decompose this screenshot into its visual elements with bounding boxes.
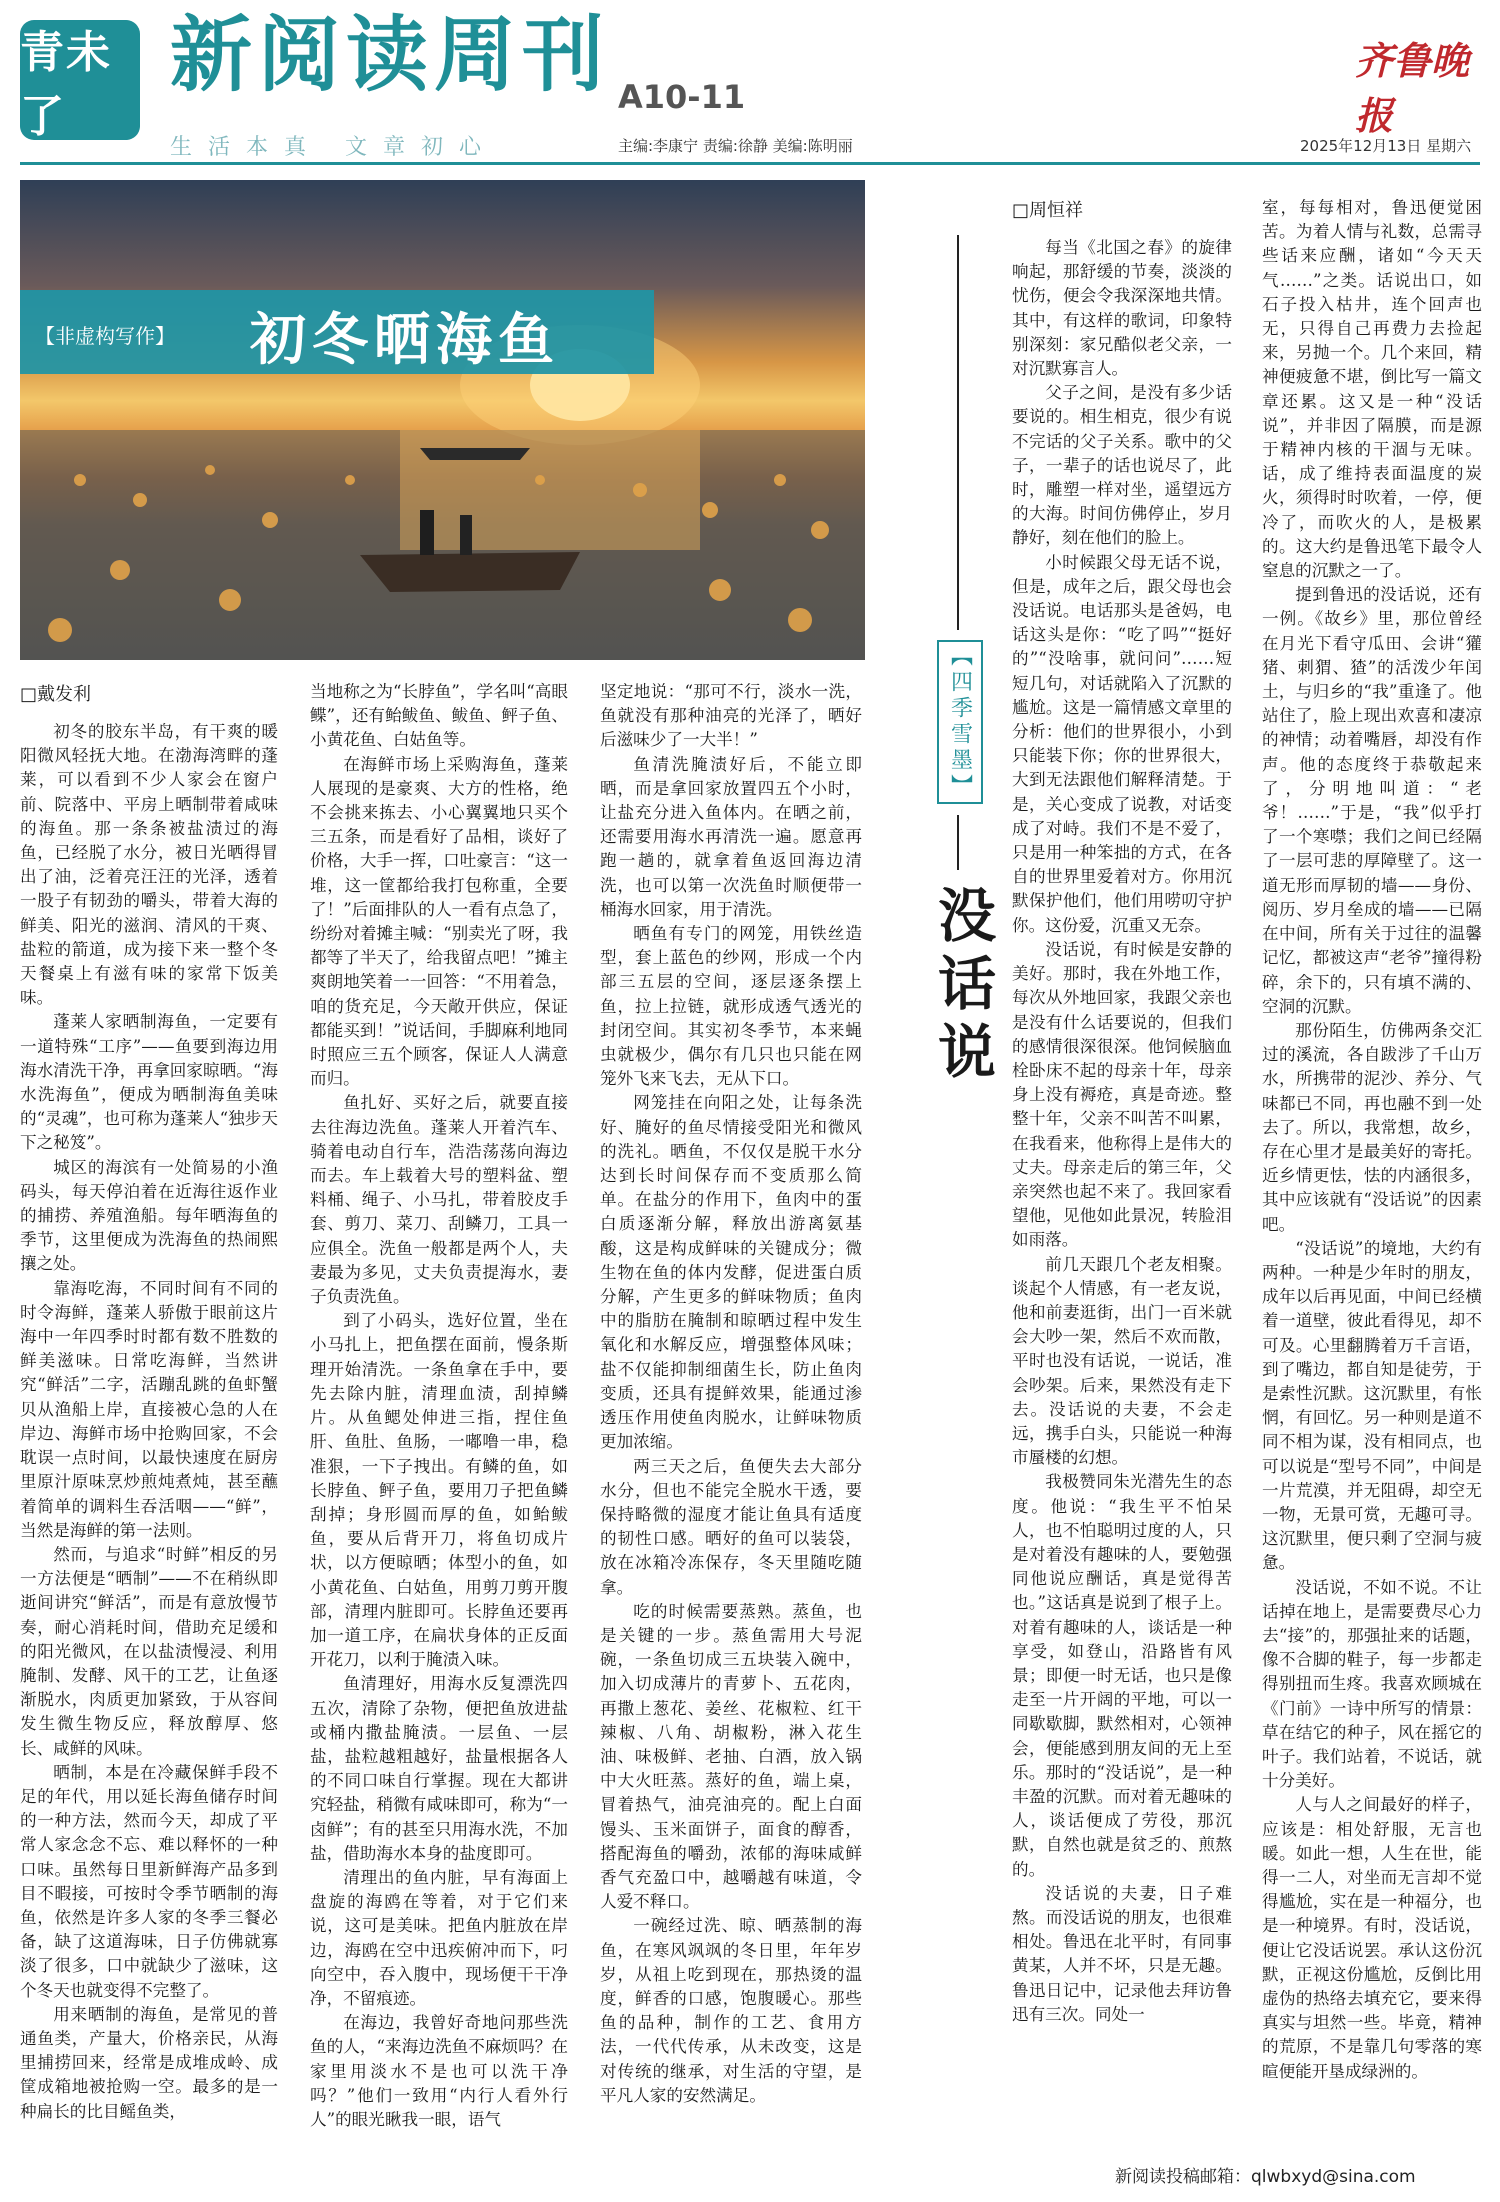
paragraph: 室，每每相对，鲁迅便觉困苦。为着人情与礼数，总需寻些话来应酬，诸如“今天天气……”之类。话说出口，如石子投入枯井，连个回声也无，只得自己再费力去捡起来，另抛一个。几个来回，精神便疲惫不堪，倒比写一篇文章还累。这又是一种“没话说”，并非因了隔膜，而是源于精神内核的干涸与无味。话，成了维持表面温度的炭火，须得时时吹着，一停，便冷了，而吹火的人，是极累的。这大约是鲁迅笔下最令人窒息的沉默之一了。	[1262, 198, 1482, 581]
masthead-divider	[20, 162, 1480, 165]
submission-email: 新阅读投稿邮箱：qlwbxyd@sina.com	[1115, 2167, 1416, 2187]
column-tag: 【四季雪墨】	[937, 640, 983, 804]
paragraph: 吃的时候需要蒸熟。蒸鱼，也是关键的一步。蒸鱼需用大号泥碗，一条鱼切成三五块装入碗中，加入切成薄片的青萝卜、五花肉，再撒上葱花、姜丝、花椒粒、红干辣椒、八角、胡椒粉，淋入花生油、味极鲜、老抽、白酒，放入锅中大火旺蒸。蒸好的鱼，端上桌，冒着热气，油亮油亮的。配上白面馒头、玉米面饼子，面食的醇香，搭配海鱼的嚼劲，浓郁的海味咸鲜香气充盈口中，越嚼越有味道，令人爱不释口。	[600, 1601, 862, 1912]
paragraph: 靠海吃海，不同时间有不同的时令海鲜，蓬莱人骄傲于眼前这片海中一年四季时时都有数不胜数的鲜美滋味。日常吃海鲜，当然讲究“鲜活”二字，活蹦乱跳的鱼虾蟹贝从渔船上岸，直接被心急的人在岸边、海鲜市场中抢购回家，不会耽误一点时间，以最快速度在厨房里原汁原味烹炒煎炖煮炖，甚至蘸着简单的调料生吞活咽——“鲜”，当然是海鲜的第一法则。	[20, 1278, 278, 1540]
masthead-slogan: 生活本真 文章初心	[170, 135, 497, 160]
article-headline: 初冬晒海鱼	[250, 307, 560, 373]
paragraph: 城区的海滨有一处简易的小渔码头，每天停泊着在近海往返作业的捕捞、养殖渔船。每年晒海鱼的季节，这里便成为洗海鱼的热闹熙攘之处。	[20, 1157, 278, 1274]
paragraph: 蓬莱人家晒制海鱼，一定要有一道特殊“工序”——鱼要到海边用海水清洗干净，再拿回家晾晒。“海水洗海鱼”，便成为晒制海鱼美味的“灵魂”，也可称为蓬莱人“独步天下之秘笈”。	[20, 1012, 278, 1153]
paragraph: 没话说，不如不说。不让话掉在地上，是需要费尽心力去“接”的，那强扯来的话题，像不合脚的鞋子，每一步都走得别扭而生疼。我喜欢顾城在《门前》一诗中所写的情景：草在结它的种子，风在摇它的叶子。我们站着，不说话，就十分美好。	[1262, 1577, 1482, 1791]
article2-byline: □周恒祥	[1012, 200, 1084, 221]
article1-byline: □戴发利	[20, 684, 92, 705]
article1-column-1	[20, 720, 278, 2185]
paragraph: 没话说，有时候是安静的美好。那时，我在外地工作，每次从外地回家，我跟父亲也是没有什么话要说的，但我们的感情很深很深。他饲候脑血栓卧床不起的母亲十年，母亲身上没有褥疮，真是奇迹。整整十年，父亲不叫苦不叫累，在我看来，他称得上是伟大的丈夫。母亲走后的第三年，父亲突然也起不来了。我回家看望他，见他如此景况，转脸泪如雨落。	[1012, 939, 1232, 1250]
editor-credits: 主编:李康宁 责编:徐静 美编:陈明丽	[618, 137, 853, 155]
paragraph: 两三天之后，鱼便失去大部分水分，但也不能完全脱水干透，要保持略微的湿度才能让鱼具有适度的韧性口感。晒好的鱼可以装袋，放在冰箱冷冻保存，冬天里随吃随拿。	[600, 1456, 862, 1597]
paragraph: 初冬的胶东半岛，有干爽的暖阳微风轻抚大地。在渤海湾畔的蓬莱，可以看到不少人家会在窗户前、院落中、平房上晒制带着咸味的海鱼。那一条条被盐渍过的海鱼，已经脱了水分，被日光晒得冒出了油，泛着亮汪汪的光泽，透着一股子有韧劲的嚼头，带着大海的鲜美、阳光的滋润、清风的干爽、盐粒的箭道，成为接下来一整个冬天餐桌上有滋有味的家常下饭美味。	[20, 722, 278, 1008]
newspaper-brand: 齐鲁晚报	[1355, 38, 1470, 138]
article1-column-2	[310, 680, 568, 2185]
paragraph: 鱼扎好、买好之后，就要直接去往海边洗鱼。蓬莱人开着汽车、骑着电动自行车，浩浩荡荡向海边而去。车上载着大号的塑料盆、塑料桶、绳子、小马扎，带着胶皮手套、剪刀、菜刀、刮鳞刀，工具一应俱全。洗鱼一般都是两个人，夫妻最为多见，丈夫负责提海水，妻子负责洗鱼。	[310, 1093, 568, 1307]
paragraph: 坚定地说：“那可不行，淡水一洗，鱼就没有那种油亮的光泽了，晒好后滋味少了一大半！”	[600, 682, 862, 750]
paragraph: 晒鱼有专门的网笼，用铁丝造型，套上蓝色的纱网，形成一个内部三五层的空间，逐层逐条摆上鱼，拉上拉链，就形成透气透光的封闭空间。其实初冬季节，本来蝇虫就极少，偶尔有几只也只能在网笼外飞来飞去，无从下口。	[600, 924, 862, 1089]
brand-logo: 青未了	[20, 20, 140, 140]
paragraph: 前几天跟几个老友相聚。谈起个人情感，有一老友说，他和前妻逛街，出门一百米就会大吵一架，然后不欢而散，平时也没有话说，一说话，准会吵架。后来，果然没有走下去。没话说的夫妻，不会走远，携手白头，只能说一种海市蜃楼的幻想。	[1012, 1254, 1232, 1468]
page-edition: A10-11	[618, 78, 746, 116]
paragraph: 人与人之间最好的样子，应该是：相处舒服，无言也暖。如此一想，人生在世，能得一二人，对坐而无言却不觉得尴尬，实在是一种福分，也是一种境界。有时，没话说，便让它没话说罢。承认这份沉默，正视这份尴尬，反倒比用虚伪的热络去填充它，要来得真实与坦然一些。毕竟，精神的荒原，不是靠几句零落的寒暄便能开垦成绿洲的。	[1262, 1795, 1482, 2081]
paragraph: 没话说的夫妻，日子难熬。而没话说的朋友，也很难相处。鲁迅在北平时，有同事黄某，人并不坏，只是无趣。鲁迅日记中，记录他去拜访鲁迅有三次。同处一	[1012, 1883, 1232, 2024]
paragraph: 小时候跟父母无话不说，但是，成年之后，跟父母也会没话说。电话那头是爸妈，电话这头是你：“吃了吗”“挺好的”“没啥事，就问问”……短短几句，对话就陷入了沉默的尴尬。这是一篇情感文章里的分析：他们的世界很小，小到只能装下你；你的世界很大，大到无法跟他们解释清楚。于是，关心变成了说教，对话变成了对峙。我们不是不爱了，只是用一种笨拙的方式，在各自的世界里爱着对方。你用沉默保护他们，他们用唠叨守护你。这份爱，沉重又无奈。	[1012, 552, 1232, 935]
paragraph: 然而，与追求“时鲜”相反的另一方法便是“晒制”——不在稍纵即逝间讲究“鲜活”，而是有意放慢节奏，耐心消耗时间，借助充足缓和的阳光微风，在以盐渍慢浸、利用腌制、发酵、风干的工艺，让鱼逐渐脱水，肉质更加紧致，于从容间发生微生物反应，释放醇厚、悠长、咸鲜的风味。	[20, 1544, 278, 1758]
article2-column-1	[1012, 236, 1232, 2148]
paragraph: 那份陌生，仿佛两条交汇过的溪流，各自跋涉了千山万水，所携带的泥沙、养分、气味都已不同，再也融不到一处去了。所以，我常想，故乡，存在心里才是最美好的寄托。近乡情更怯，怯的内涵很多，其中应该就有“没话说”的因素吧。	[1262, 1020, 1482, 1234]
paragraph: 鱼清洗腌渍好后，不能立即晒，而是拿回家放置四五个小时，让盐充分进入鱼体内。在晒之前，还需要用海水再清洗一遍。愿意再跑一趟的，就拿着鱼返回海边清洗，也可以第一次洗鱼时顺便带一桶海水回家，用于清洗。	[600, 754, 862, 919]
article2-headline: 没话说	[928, 885, 996, 1089]
paragraph: 用来晒制的海鱼，是常见的普通鱼类，产量大，价格亲民，从海里捕捞回来，经常是成堆成岭、成筐成箱地被抢购一空。最多的是一种扁长的比目鳐鱼类，	[20, 2004, 278, 2121]
sunset-sea-scene	[20, 180, 865, 660]
article1-column-3	[600, 680, 862, 2185]
paragraph: 父子之间，是没有多少话要说的。相生相克，很少有说不完话的父子关系。歌中的父子，一辈子的话也说尽了，此时，雕塑一样对坐，遥望远方的大海。时间仿佛停止，岁月静好，刻在他们的脸上。	[1012, 383, 1232, 548]
section-tag: 【非虚构写作】	[35, 324, 175, 348]
paragraph: 在海鲜市场上采购海鱼，蓬莱人展现的是豪爽、大方的性格，绝不会挑来拣去、小心翼翼地只买个三五条，而是看好了品相，谈好了价格，大手一挥，口吐豪言：“这一堆，这一筐都给我打包称重，全要了！”后面排队的人一看有点急了，纷纷对着摊主喊：“别卖光了呀，我都等了半天了，给我留点吧！”摊主爽朗地笑着一一回答：“不用着急，咱的货充足，今天敞开供应，保证都能买到！”说话间，手脚麻利地同时照应三五个顾客，保证人人满意而归。	[310, 754, 568, 1089]
decorative-vertical-rule	[957, 235, 959, 630]
decorative-vertical-rule	[957, 815, 959, 870]
paragraph: 晒制，本是在冷藏保鲜手段不足的年代，用以延长海鱼储存时间的一种方法，然而今天，却成了平常人家念念不忘、难以释怀的一种口味。虽然每日里新鲜海产品多到目不暇接，可按时令季节晒制的海鱼，依然是许多人家的冬季三餐必备，缺了这道海味，日子仿佛就寡淡了很多，口中就缺少了滋味，这个冬天也就变得不完整了。	[20, 1762, 278, 2000]
paragraph: 一碗经过洗、晾、晒蒸制的海鱼，在寒风飒飒的冬日里，年年岁岁，从祖上吃到现在，那热烫的温度，鲜香的口感，饱腹暖心。那些鱼的品种，制作的工艺、食用方法，一代代传承，从未改变，这是对传统的继承，对生活的守望，是平凡人家的安然满足。	[600, 1916, 862, 2105]
supplement-title: 新阅读周刊	[170, 7, 611, 103]
paragraph: 在海边，我曾好奇地问那些洗鱼的人，“来海边洗鱼不麻烦吗？在家里用淡水不是也可以洗干净吗？”他们一致用“内行人看外行人”的眼光瞅我一眼，语气	[310, 2013, 568, 2129]
paragraph: 当地称之为“长脖鱼”，学名叫“高眼鲽”，还有鲐鲅鱼、鲅鱼、鲆子鱼、小黄花鱼、白姑鱼等。	[310, 682, 568, 750]
paragraph: 清理出的鱼内脏，早有海面上盘旋的海鸥在等着，对于它们来说，这可是美味。把鱼内脏放在岸边，海鸥在空中迅疾俯冲而下，叼向空中，吞入腹中，现场便干干净净，不留痕迹。	[310, 1867, 568, 2008]
paragraph: 提到鲁迅的没话说，还有一例。《故乡》里，那位曾经在月光下看守瓜田、会讲“獾猪、刺猬、猹”的活泼少年闰土，与归乡的“我”重逢了。他站住了，脸上现出欢喜和凄凉的神情；动着嘴唇，却没有作声。他的态度终于恭敬起来了，分明地叫道：“老爷！……”于是，“我”似乎打了一个寒噤；我们之间已经隔了一层可悲的厚障壁了。这一道无形而厚韧的墙——身份、阅历、岁月垒成的墙——已隔在中间，所有关于过往的温馨记忆，都被这声“老爷”撞得粉碎，余下的，只有填不满的、空洞的沉默。	[1262, 585, 1482, 1016]
hero-photo	[20, 180, 865, 660]
paragraph: 鱼清理好，用海水反复漂洗四五次，清除了杂物，便把鱼放进盐或桶内撒盐腌渍。一层鱼、一层盐，盐粒越粗越好，盐量根据各人的不同口味自行掌握。现在大都讲究轻盐，稍微有咸味即可，称为“一卤鲜”；有的甚至只用海水洗，不加盐，借助海水本身的盐度即可。	[310, 1674, 568, 1863]
paragraph: 我极赞同朱光潜先生的态度。他说：“我生平不怕呆人，也不怕聪明过度的人，只是对着没有趣味的人，要勉强同他说应酬话，真是觉得苦也。”这话真是说到了根子上。对着有趣味的人，谈话是一种享受，如登山，沿路皆有风景；即便一时无话，也只是像走至一片开阔的平地，可以一同歇歇脚，默然相对，心领神会，便能感到朋友间的无上至乐。那时的“没话说”，是一种丰盈的沉默。而对着无趣味的人，谈话便成了劳役，那沉默，自然也就是贫乏的、煎熬的。	[1012, 1472, 1232, 1879]
paragraph: 到了小码头，选好位置，坐在小马扎上，把鱼摆在面前，慢条斯理开始清洗。一条鱼拿在手中，要先去除内脏，清理血渍，刮掉鳞片。从鱼鳃处伸进三指，捏住鱼肝、鱼肚、鱼肠，一嘟噜一串，稳准狠，一下子拽出。有鳞的鱼，如长脖鱼、鲆子鱼，要用刀子把鱼鳞刮掉；身形圆而厚的鱼，如鲐鲅鱼，要从后背开刀，将鱼切成片状，以方便晾晒；体型小的鱼，如小黄花鱼、白姑鱼，用剪刀剪开腹部，清理内脏即可。长脖鱼还要再加一道工序，在扁状身体的正反面开花刀，以利于腌渍入味。	[310, 1311, 568, 1670]
paragraph: “没话说”的境地，大约有两种。一种是少年时的朋友，成年以后再见面，中间已经横着一道壁，彼此看得见，却不可及。心里翻腾着万千言语，到了嘴边，都自知是徒劳，于是索性沉默。这沉默里，有怅惘，有回忆。另一种则是道不同不相为谋，没有相同点，也可以说是“型号不同”，中间是一片荒漠，并无阻碍，却空无一物，无景可赏，无趣可寻。这沉默里，便只剩了空洞与疲惫。	[1262, 1238, 1482, 1573]
issue-date: 2025年12月13日 星期六	[1300, 137, 1472, 155]
paragraph: 每当《北国之春》的旋律响起，那舒缓的节奏，淡淡的忧伤，便会令我深深地共情。其中，有这样的歌词，印象特别深刻：家兄酷似老父亲，一对沉默寡言人。	[1012, 238, 1232, 379]
article2-column-2	[1262, 196, 1482, 2148]
paragraph: 网笼挂在向阳之处，让每条洗好、腌好的鱼尽情接受阳光和微风的洗礼。晒鱼，不仅仅是脱干水分达到长时间保存而不变质那么简单。在盐分的作用下，鱼肉中的蛋白质逐渐分解，释放出游离氨基酸，这是构成鲜味的关键成分；微生物在鱼的体内发酵，促进蛋白质分解，产生更多的鲜味物质；鱼肉中的脂肪在腌制和晾晒过程中发生氧化和水解反应，增强整体风味；盐不仅能抑制细菌生长，防止鱼肉变质，还具有提鲜效果，能通过渗透压作用使鱼肉脱水，让鲜味物质更加浓缩。	[600, 1093, 862, 1452]
